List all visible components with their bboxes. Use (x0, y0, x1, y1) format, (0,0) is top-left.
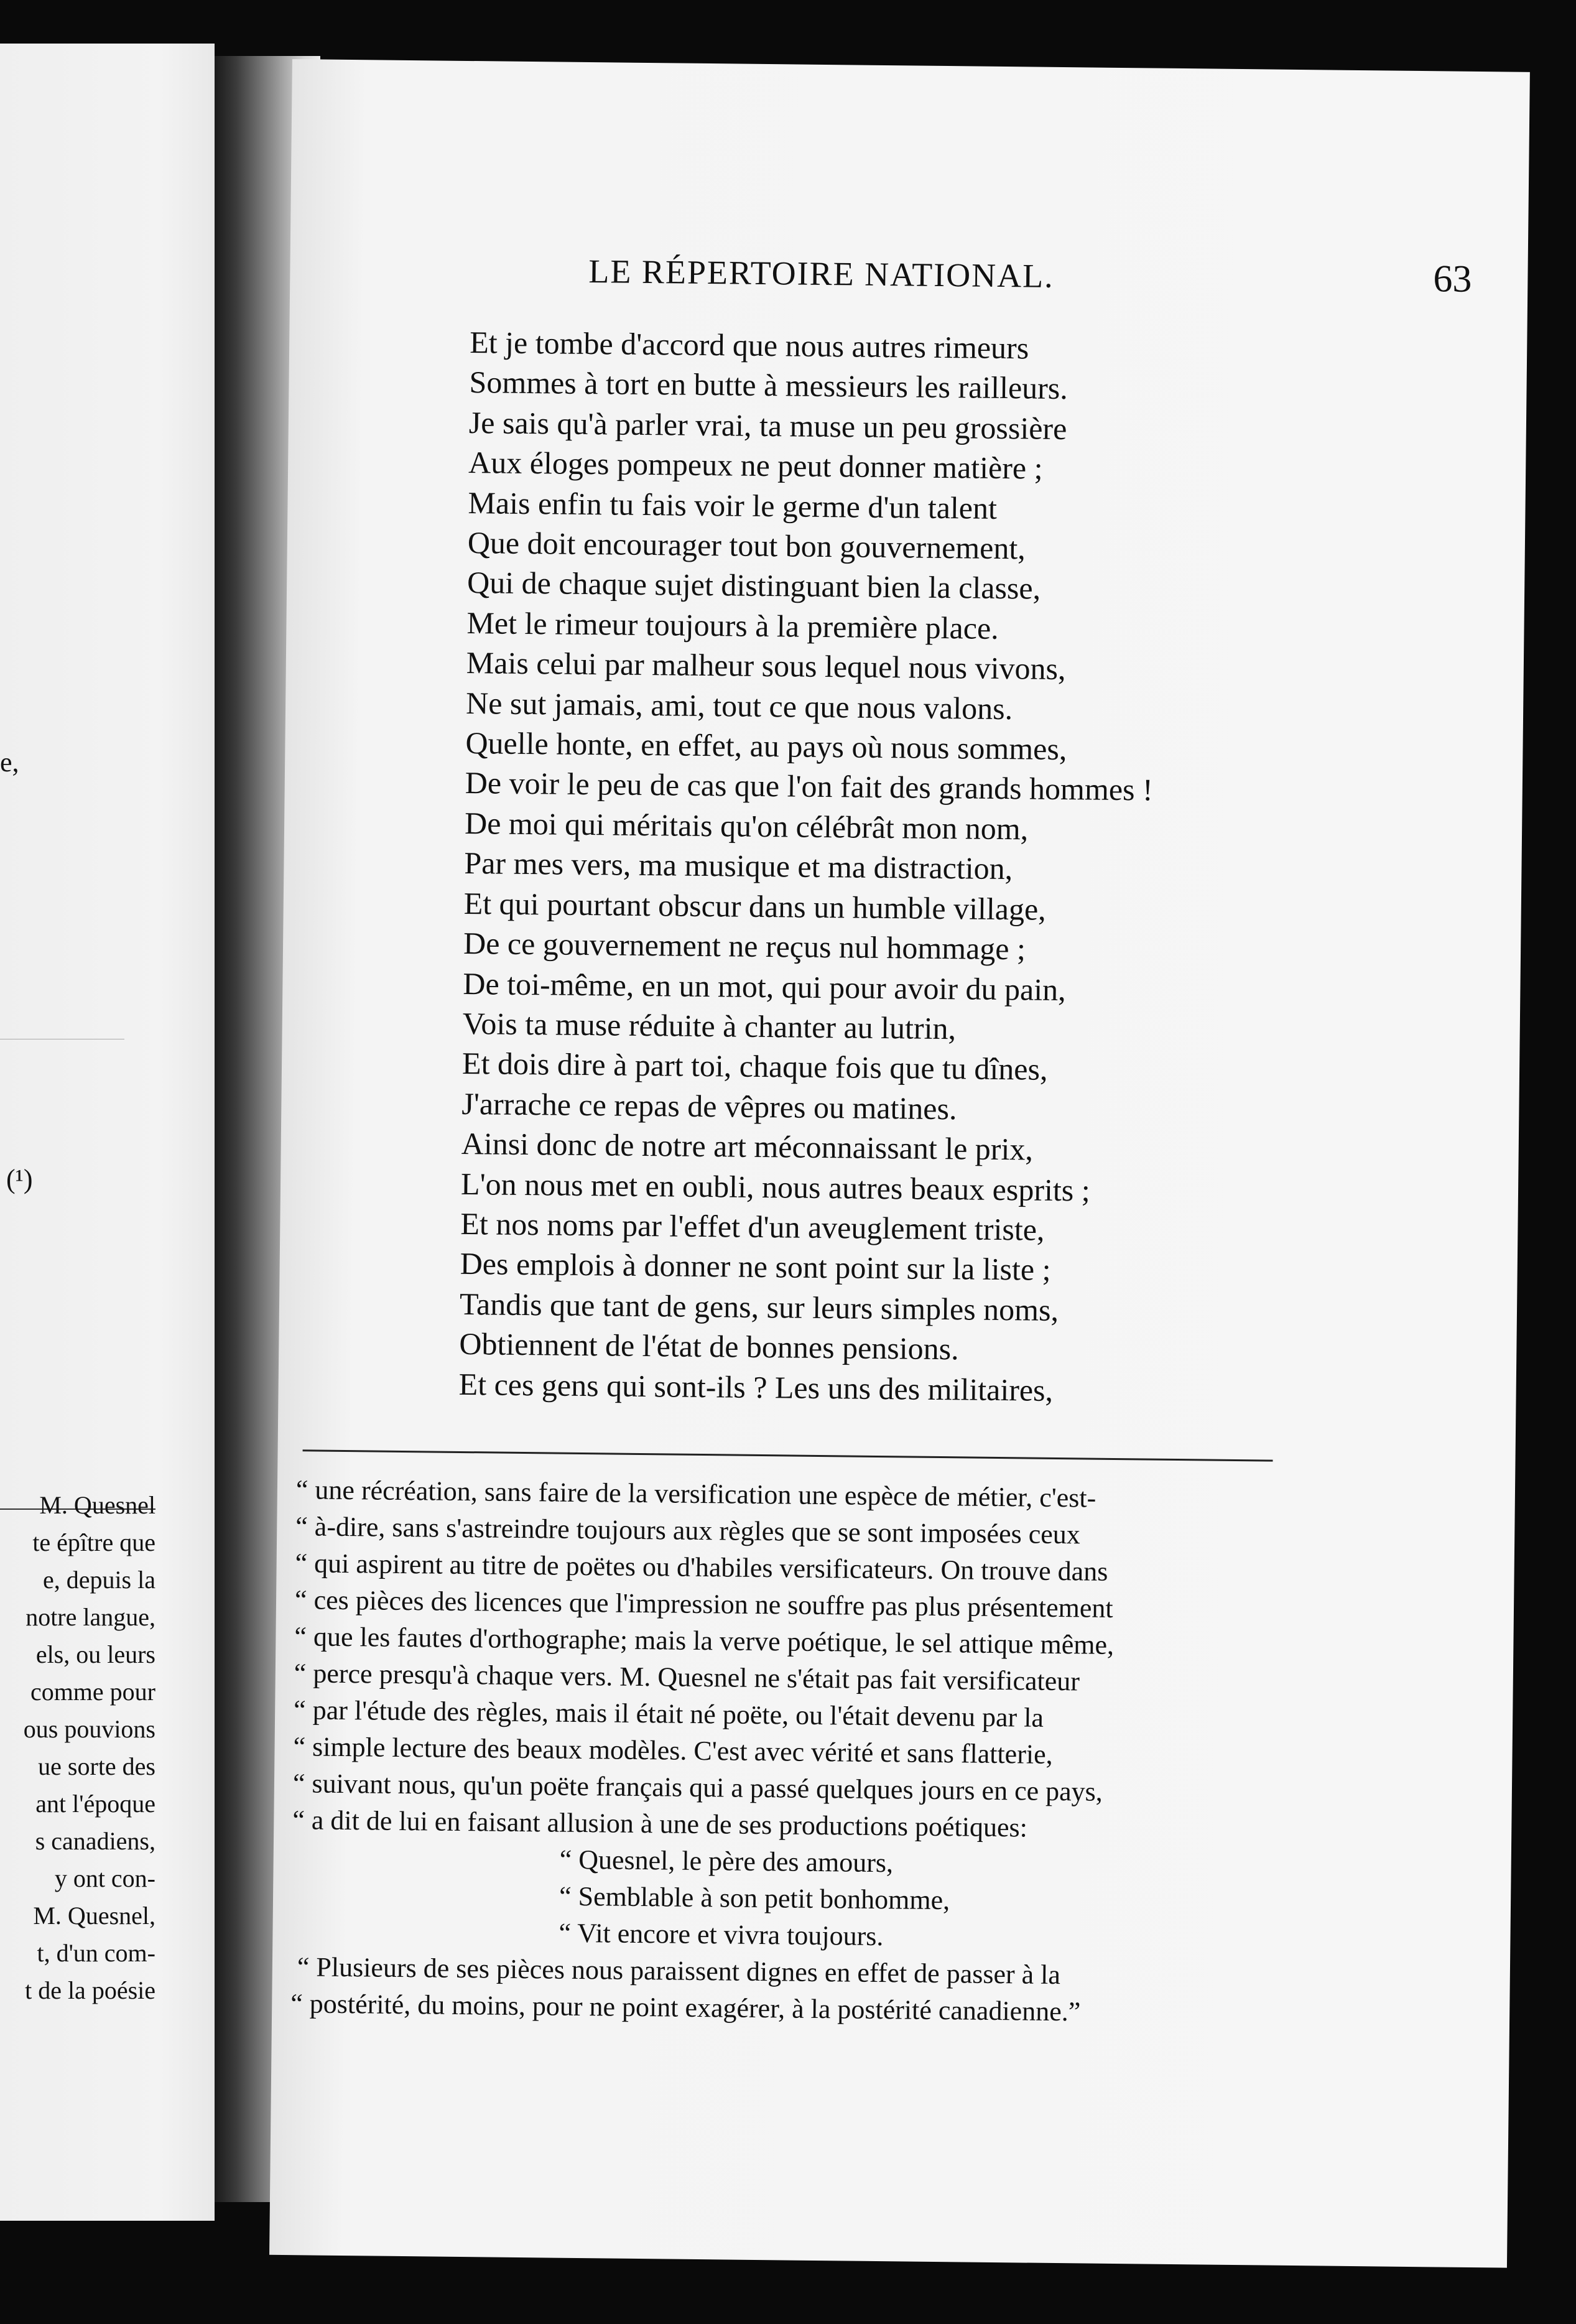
left-page-line: M. Quesnel (39, 1491, 155, 1519)
footnote-closing-line: “ Plusieurs de ses pièces nous paraissent dignes en effet de passer à la (297, 1951, 1061, 1991)
footnote-marker: (¹) (6, 1164, 33, 1194)
left-page-line: t, d'un com- (37, 1939, 155, 1967)
poem-line: De moi qui méritais qu'on célébrât mon nom, (464, 805, 1029, 847)
poem-line: Tandis que tant de gens, sur leurs simples noms, (459, 1286, 1059, 1327)
footnote-line: “ a dit de lui en faisant allusion à une de ses productions poétiques: (292, 1805, 1028, 1843)
footnote-line: “ que les fautes d'orthographe; mais la verve poétique, le sel attique même, (294, 1621, 1115, 1660)
left-page-line: notre langue, (25, 1603, 155, 1631)
footnote (290, 1471, 1266, 2032)
poem-line: Des emplois à donner ne sont point sur la liste ; (460, 1246, 1051, 1288)
left-page-fragment: e, (0, 747, 19, 778)
left-page-line: te épître que (32, 1528, 155, 1556)
poem-line: Mais celui par malheur sous lequel nous vivons, (466, 645, 1066, 687)
poem-line: Mais enfin tu fais voir le germe d'un talent (468, 485, 998, 526)
footnote-line: “ suivant nous, qu'un poëte français qui a passé quelques jours en ce pays, (292, 1768, 1103, 1807)
poem-line: J'arrache ce repas de vêpres ou matines. (461, 1085, 957, 1126)
poem-line: Ainsi donc de notre art méconnaissant le prix, (461, 1126, 1034, 1167)
poem-line: De voir le peu de cas que l'on fait des grands hommes ! (465, 765, 1153, 808)
poem-line: Qui de chaque sujet distinguant bien la classe, (466, 565, 1041, 607)
poem-line: Et nos noms par l'effet d'un aveuglement triste, (460, 1206, 1045, 1247)
left-page-line: els, ou leurs (35, 1640, 155, 1668)
quoted-verse-line: “ Vit encore et vivra toujours. (559, 1917, 884, 1952)
poem-line: Aux éloges pompeux ne peut donner matière ; (468, 445, 1043, 486)
left-page-line: ous pouvions (23, 1715, 155, 1743)
poem-line: Vois ta muse réduite à chanter au lutrin, (462, 1005, 957, 1046)
footnote-line: “ simple lecture des beaux modèles. C'est avec vérité et sans flatterie, (293, 1731, 1053, 1770)
left-page-line: t de la poésie (25, 1976, 155, 2004)
poem-line: Et je tombe d'accord que nous autres rimeurs (469, 325, 1029, 366)
poem-line: Et qui pourtant obscur dans un humble village, (463, 885, 1046, 927)
poem-line: Et dois dire à part toi, chaque fois que tu dînes, (461, 1046, 1048, 1087)
poem-line: Quelle honte, en effet, au pays où nous sommes, (465, 725, 1067, 767)
poem-line: Je sais qu'à parler vrai, ta muse un peu grossière (468, 404, 1067, 446)
poem-line: L'on nous met en oubli, nous autres beaux esprits ; (460, 1166, 1090, 1208)
footnote-line: “ perce presqu'à chaque vers. M. Quesnel ne s'était pas fait versificateur (294, 1658, 1080, 1697)
footnote-line: “ par l'étude des règles, mais il était né poëte, ou l'était devenu par la (293, 1694, 1044, 1733)
left-page-line: M. Quesnel, (33, 1902, 155, 1930)
poem-line: De toi-même, en un mot, qui pour avoir du pain, (463, 965, 1066, 1007)
poem-line: Par mes vers, ma musique et ma distraction, (464, 845, 1013, 886)
left-page-line: e, depuis la (42, 1566, 155, 1594)
left-page-line: s canadiens, (35, 1827, 155, 1855)
footnote-line: “ ces pièces des licences que l'impression ne souffre pas plus présentement (294, 1584, 1113, 1624)
page-number: 63 (1433, 258, 1472, 300)
right-page (269, 59, 1530, 2268)
poem-line: Ne sut jamais, ami, tout ce que nous valons. (465, 685, 1013, 726)
poem-body (458, 322, 1247, 1412)
footnote-closing-line: “ postérité, du moins, pour ne point exagérer, à la postérité canadienne.” (290, 1988, 1081, 2027)
poem-line: Obtiennent de l'état de bonnes pensions. (459, 1326, 959, 1367)
poem-line: De ce gouvernement ne reçus nul hommage ; (463, 926, 1026, 967)
left-page-text (0, 1487, 155, 2009)
left-page-line: ant l'époque (35, 1790, 155, 1818)
poem-line: Sommes à tort en butte à messieurs les railleurs. (469, 365, 1068, 406)
footnote-line: “ qui aspirent au titre de poëtes ou d'habiles versificateurs. On trouve dans (295, 1548, 1108, 1587)
footnote-line: “ une récréation, sans faire de la versification une espèce de métier, c'est- (295, 1474, 1096, 1513)
left-page-line: y ont con- (54, 1864, 155, 1892)
left-page-line: ue sorte des (38, 1752, 155, 1780)
footnote-rule (303, 1449, 1273, 1461)
footnote-line: “ à-dire, sans s'astreindre toujours aux règles que se sont imposées ceux (295, 1511, 1081, 1550)
quoted-verse-line: “ Semblable à son petit bonhomme, (559, 1880, 950, 1916)
poem-line: Que doit encourager tout bon gouvernement, (467, 525, 1026, 566)
poem-line: Met le rimeur toujours à la première place. (466, 605, 999, 646)
running-head: LE RÉPERTOIRE NATIONAL. (588, 253, 1054, 295)
page-header (588, 252, 1472, 311)
left-page (0, 44, 215, 2221)
poem-line: Et ces gens qui sont-ils ? Les uns des militaires, (458, 1366, 1054, 1408)
quoted-verse-line: “ Quesnel, le père des amours, (559, 1844, 894, 1879)
left-page-line: comme pour (30, 1678, 155, 1706)
